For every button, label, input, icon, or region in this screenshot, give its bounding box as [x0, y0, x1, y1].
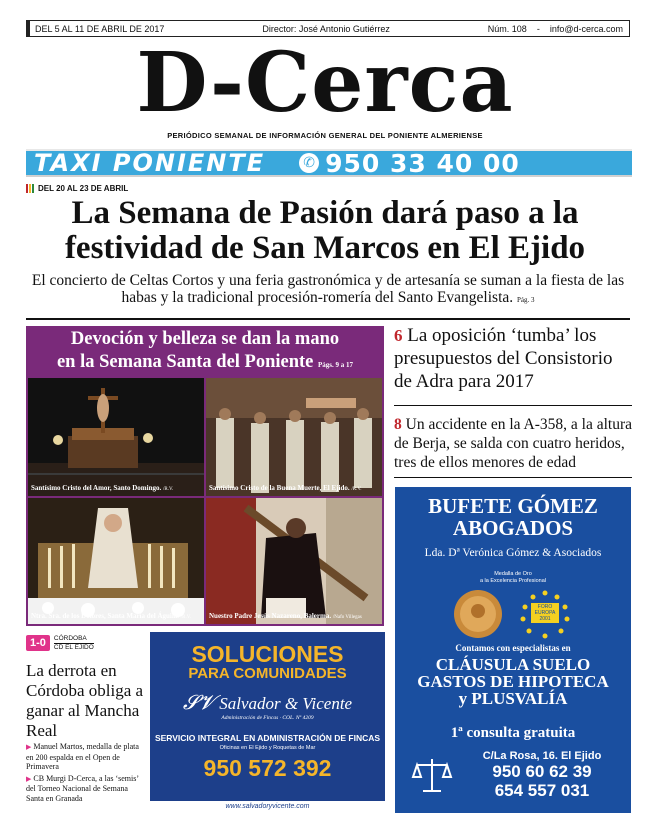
photo-jesus-nazareno[interactable] — [206, 498, 382, 624]
sports-briefs — [26, 742, 146, 805]
lead-subhead — [26, 272, 630, 309]
brief-text: CB Murgi D-Cerca, a las ‘semis’ del Torneo Nacional de Semana Santa en Granada — [26, 773, 139, 803]
photo-caption — [28, 610, 204, 624]
taxi-banner-ad[interactable] — [26, 149, 632, 177]
taxi-phone: 950 33 40 00 — [325, 148, 520, 178]
bufete-ad[interactable] — [395, 487, 631, 813]
divider — [394, 405, 632, 406]
free-consult: 1ª consulta gratuita — [450, 725, 576, 741]
director: Director: José Antonio Gutiérrez — [262, 23, 390, 34]
photo-caption — [206, 482, 382, 496]
soluciones-ad[interactable] — [150, 632, 385, 813]
photo-virgen-dolores[interactable] — [28, 498, 204, 624]
brief-text: Manuel Martos, medalla de plata en 200 espalda en el Open de Primavera — [26, 742, 139, 771]
service-line: SERVICIO INTEGRAL EN ADMINISTRACIÓN DE FINCAS — [154, 733, 381, 743]
feature-title-line2-wrap — [26, 351, 384, 377]
legion-image — [206, 378, 382, 496]
phone-icon: ✆ — [299, 153, 319, 173]
side-news-adra[interactable] — [394, 324, 632, 393]
medal-row — [395, 589, 631, 639]
page-number: 8 — [394, 416, 402, 433]
bufete-phone-2[interactable]: 654 557 031 — [494, 781, 590, 800]
flag-icon — [26, 184, 34, 193]
caption-text: Ntra. Sra. de los Dolores, Santa María del Águila. — [31, 612, 180, 620]
team-away: CD EL EJIDO — [53, 644, 94, 651]
team-home: CÓRDOBA — [54, 635, 94, 644]
bufete-address: C/La Rosa, 16. El Ejido — [482, 750, 602, 762]
ad-subheadline: PARA COMUNIDADES — [188, 665, 347, 682]
news-text: Un accidente en la A-358, a la altura de Berja, se salda con cuatro heridos, tres de ellos menores de edad — [394, 416, 632, 471]
ad-headline: SOLUCIONES — [191, 641, 344, 667]
caption-text: Santísimo Cristo de la Buena Muerte, El Ejido. — [209, 484, 350, 492]
ad-phone[interactable]: 950 572 392 — [203, 755, 332, 781]
photo-caption — [28, 482, 204, 496]
medal-line2: a la Excelencia Profesional — [479, 578, 547, 584]
bullet-icon: ▶ — [26, 774, 32, 783]
issue-number: Núm. 108 — [487, 23, 527, 34]
virgin-image — [28, 498, 204, 624]
taxi-name: TAXI PONIENTE — [34, 149, 266, 177]
brand-row — [150, 692, 385, 715]
specialists-text: Contamos con especialistas en — [455, 643, 571, 653]
bufete-phone-1[interactable]: 950 60 62 39 — [492, 762, 592, 781]
feature-title — [26, 328, 384, 377]
photo-credit: /R.V. — [180, 615, 191, 620]
photo-cristo-amor[interactable] — [28, 378, 204, 496]
bufete-lawyer: Lda. Dª Verónica Gómez & Asociados — [424, 547, 602, 559]
list-item[interactable] — [26, 774, 146, 804]
bufete-title-2: ABOGADOS — [452, 516, 574, 540]
feature-pages: Págs. 9 a 17 — [318, 361, 354, 369]
lead-page-ref: Pág. 3 — [517, 296, 535, 304]
feature-semana-santa[interactable] — [26, 326, 384, 626]
photo-credit: /R.V. — [162, 487, 174, 492]
service-3: y PLUSVALÍA — [458, 689, 568, 708]
service-1: CLÁUSULA SUELO — [435, 655, 591, 674]
match-score: 1-0 — [26, 635, 50, 651]
score-badge — [26, 635, 94, 652]
brand-sub: Administración de Fincas · COL. Nº 4209 — [221, 715, 314, 721]
list-item[interactable] — [26, 742, 146, 772]
email-link[interactable]: info@d-cerca.com — [549, 23, 623, 34]
medal-text — [395, 571, 631, 585]
side-news-accidente[interactable] — [394, 415, 632, 472]
lead-headline[interactable]: La Semana de Pasión dará paso a la festividad de San Marcos en El Ejido — [64, 195, 586, 266]
separator: - — [536, 23, 540, 34]
photo-caption — [206, 610, 382, 624]
foro-europa-label: FORO EUROPA 2001 — [531, 603, 559, 623]
ad-website[interactable]: www.salvadoryvicente.com — [150, 801, 385, 813]
divider — [394, 477, 632, 478]
newspaper-logo: D-Cerca — [136, 35, 514, 131]
sports-headline[interactable]: La derrota en Córdoba obliga a ganar al Mancha Real — [26, 661, 144, 740]
gold-medal-icon — [453, 589, 503, 639]
feature-title-line1: Devoción y belleza se dan la mano — [70, 329, 340, 349]
divider — [26, 318, 630, 320]
sv-logo-icon: 𝓢𝓥 — [182, 692, 216, 714]
feature-title-line2: en la Semana Santa del Poniente — [56, 352, 314, 372]
offices-line: Oficinas en El Ejido y Roquetas de Mar — [219, 745, 316, 751]
lead-subhead-text: El concierto de Celtas Cortos y una feria gastronómica y de artesanía se suman a la fiesta de las habas y la tradicional procesión-romería del Santo Evangelista. — [31, 272, 625, 306]
bufete-title-1: BUFETE GÓMEZ — [428, 494, 598, 518]
edition-dates: DEL 5 AL 11 DE ABRIL DE 2017 — [35, 23, 165, 34]
lead-date-tag — [26, 184, 128, 193]
caption-text: Nuestro Padre Jesús Nazareno, Balerma. — [209, 612, 332, 620]
contact-info — [453, 750, 631, 800]
page-number: 6 — [394, 326, 403, 345]
lead-date: DEL 20 AL 23 DE ABRIL — [38, 184, 129, 193]
caption-text: Santísimo Cristo del Amor, Santo Domingo. — [31, 484, 162, 492]
medal-line1: Medalla de Oro — [494, 571, 532, 577]
photo-credit: /Nafo Villegas — [332, 615, 362, 620]
brand-name: Salvador & Vicente — [219, 694, 353, 713]
bullet-icon: ▶ — [26, 743, 32, 751]
nazareno-image — [206, 498, 382, 624]
scales-of-justice-icon — [411, 755, 453, 795]
tagline: PERIÓDICO SEMANAL DE INFORMACIÓN GENERAL DEL PONIENTE ALMERIENSE — [167, 131, 483, 140]
news-text: La oposición ‘tumba’ los presupuestos del Consistorio de Adra para 2017 — [394, 325, 613, 392]
service-2: GASTOS DE HIPOTECA — [417, 672, 609, 691]
contact-row — [395, 750, 631, 800]
photo-credit: /R.V. — [351, 487, 362, 492]
foro-europa-badge — [517, 589, 573, 639]
procession-image — [28, 378, 204, 496]
teams — [54, 635, 94, 652]
photo-cristo-buena-muerte[interactable] — [206, 378, 382, 496]
masthead-right — [488, 24, 623, 34]
